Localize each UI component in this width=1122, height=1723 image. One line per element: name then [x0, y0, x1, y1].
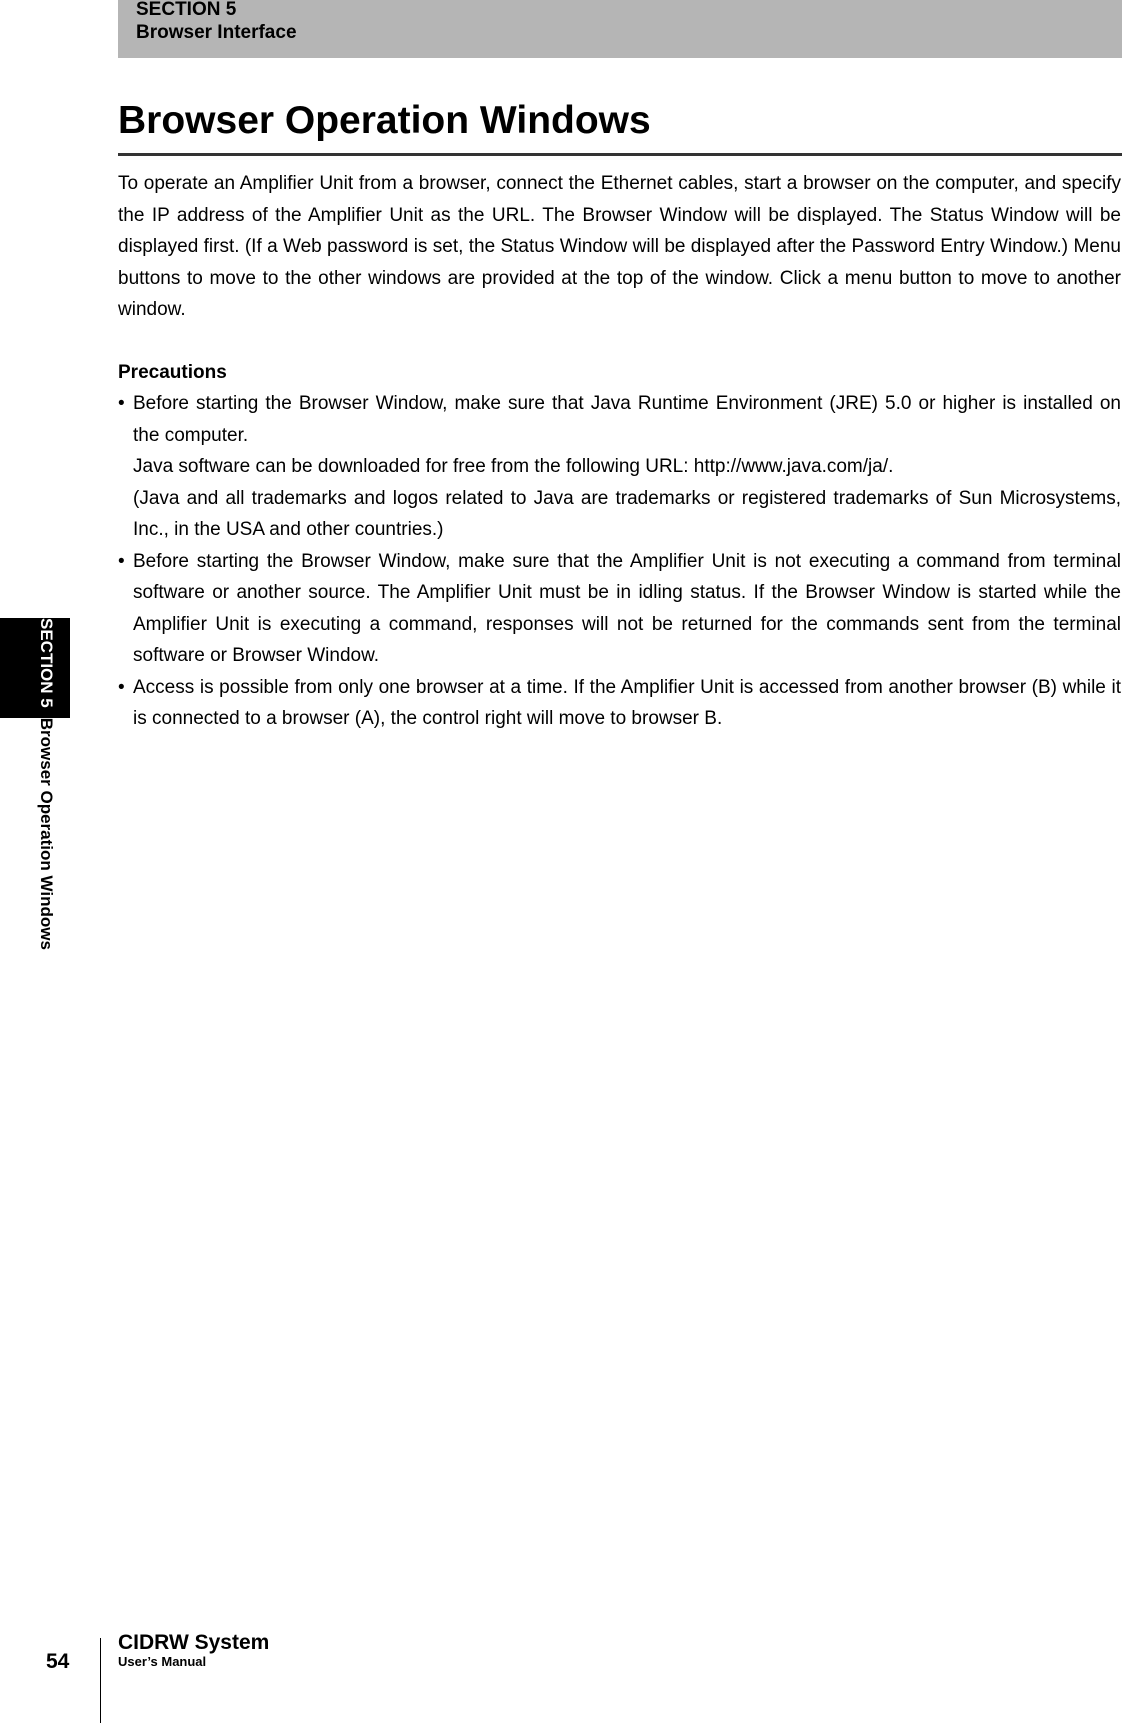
footer-system-name: CIDRW System — [118, 1631, 270, 1654]
side-tab-section: SECTION 5 — [37, 618, 56, 708]
section-label: SECTION 5 — [136, 0, 237, 20]
intro-text — [118, 168, 1121, 326]
bullet-icon: • — [118, 676, 125, 698]
footer-divider — [100, 1638, 101, 1723]
footer-manual-label: User’s Manual — [118, 1654, 207, 1669]
precautions-list — [118, 388, 1121, 735]
intro-paragraph: To operate an Amplifier Unit from a browser, connect the Ethernet cables, start a browser on the computer, and specify the IP address of the Amplifier Unit as the URL. The Browser Window will be displayed. The Status Window will be displayed first. (If a Web password is set, the Status Window will be displayed after the Password Entry Window.) Menu buttons to move to the other windows are provided at the top of the window. Click a menu button to move to another window. — [118, 173, 1121, 320]
list-item-text: Java software can be downloaded for free from the following URL: http://www.java.com/ja/. — [133, 456, 894, 477]
list-item-text: (Java and all trademarks and logos related to Java are trademarks or registered trademarks of Sun Microsystems, Inc., in the USA and other countries.) — [133, 487, 1121, 540]
page-number: 54 — [46, 1650, 70, 1673]
list-item — [118, 672, 1121, 735]
bullet-icon: • — [118, 393, 125, 414]
bullet-icon: • — [118, 550, 125, 572]
title-divider — [118, 153, 1122, 156]
list-item-text: Before starting the Browser Window, make sure that Java Runtime Environment (JRE) 5.0 or higher is installed on the computer. — [133, 393, 1121, 446]
list-item-text: Access is possible from only one browser at a time. If the Amplifier Unit is accessed from another browser (B) while it is connected to a browser (A), the control right will move to browser B. — [133, 676, 1121, 729]
side-tab-title: Browser Operation Windows — [37, 717, 56, 950]
list-item — [118, 546, 1121, 672]
precautions-heading: Precautions — [118, 362, 227, 383]
list-item-text: Before starting the Browser Window, make sure that the Amplifier Unit is not executing a command from terminal software or another source. The Amplifier Unit must be in idling status. If the Browser Window is started while the Amplifier Unit is executing a command, responses will not be returned for the commands sent from the terminal software or Browser Window. — [133, 550, 1121, 666]
section-subtitle: Browser Interface — [136, 22, 297, 43]
side-tab-label — [0, 618, 70, 1018]
list-item — [118, 388, 1121, 546]
page-title: Browser Operation Windows — [118, 99, 651, 142]
section-header — [118, 0, 1122, 58]
